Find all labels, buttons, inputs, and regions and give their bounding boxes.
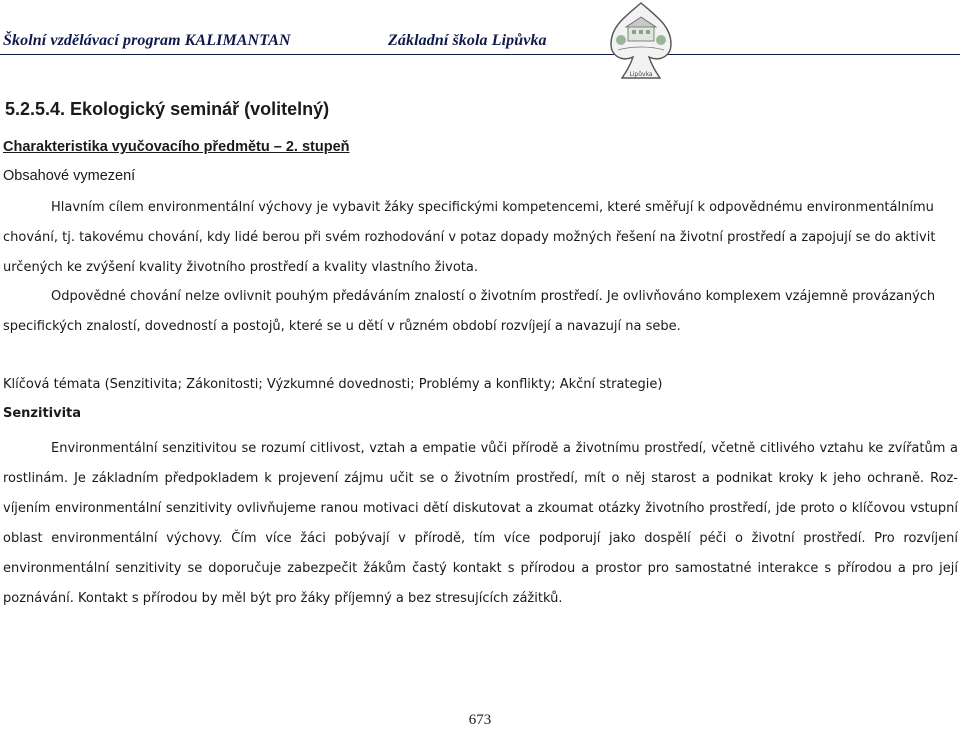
page-header [0, 0, 960, 90]
paragraph-responsible-behavior: Odpovědné chování nelze ovlivnit pouhým předáváním znalostí o životním prostředí. Je ovlivňováno komplexem vzájemně provázaných specifických znalostí, dovedností a postojů, které se u dětí v různém období rozvíjejí a navazují na sebe. [3, 289, 936, 334]
school-logo [606, 0, 676, 86]
school-program-title: Školní vzdělávací program KALIMANTAN [3, 32, 291, 49]
paragraph-sensitivity: Environmentální senzitivitou se rozumí citlivost, vztah a empatie vůči přírodě a životnímu prostředí, včetně citlivého vztahu ke zvířatům a rostlinám. Je základním předpokladem k projevení zájmu učit se o životním prostředí, mít o něj starost a podnikat kroky k jeho ochraně. Roz-víjením environmentální senzitivity ovlivňujeme ranou motivaci dětí diskutovat a zkoumat otázky životního prostředí, jde proto o klíčovou vstupní oblast environmentální výchovy. Čím více žáci pobývají v přírodě, tím více podporují jako dospělí péči o životní prostředí. Pro rozvíjení environmentální senzitivity se doporučuje zabezpečit žákům častý kontakt s přírodou a prostor pro samostatné interakce s přírodou a pro její poznávání. Kontakt s přírodou by měl být pro žáky příjemný a bez stresujících zážitků. [3, 441, 958, 606]
subject-characteristics-heading: Charakteristika vyučovacího předmětu – 2. stupeň [3, 139, 350, 155]
page-number: 673 [468, 712, 492, 728]
section-title: 5.2.5.4. Ekologický seminář (volitelný) [5, 99, 330, 119]
content-definition-label: Obsahové vymezení [3, 168, 136, 184]
sensitivity-heading: Senzitivita [3, 406, 82, 421]
paragraph-main-goal: Hlavním cílem environmentální výchovy je vybavit žáky specifickými kompetencemi, které směřují k odpovědnému environmentálnímu chování, tj. takovému chování, kdy lidé berou při svém rozhodování v potaz dopady možných řešení na životní prostředí a zapojují se do aktivit určených ke zvýšení kvality životního prostředí a kvality vlastního života. [3, 200, 936, 275]
svg-text:Lipůvka: Lipůvka [629, 71, 653, 78]
school-name: Základní škola Lipůvka [388, 32, 547, 49]
key-topics-line: Klíčová témata (Senzitivita; Zákonitosti; Výzkumné dovednosti; Problémy a konflikty; Akční strategie) [3, 377, 663, 392]
header-divider [0, 54, 960, 55]
